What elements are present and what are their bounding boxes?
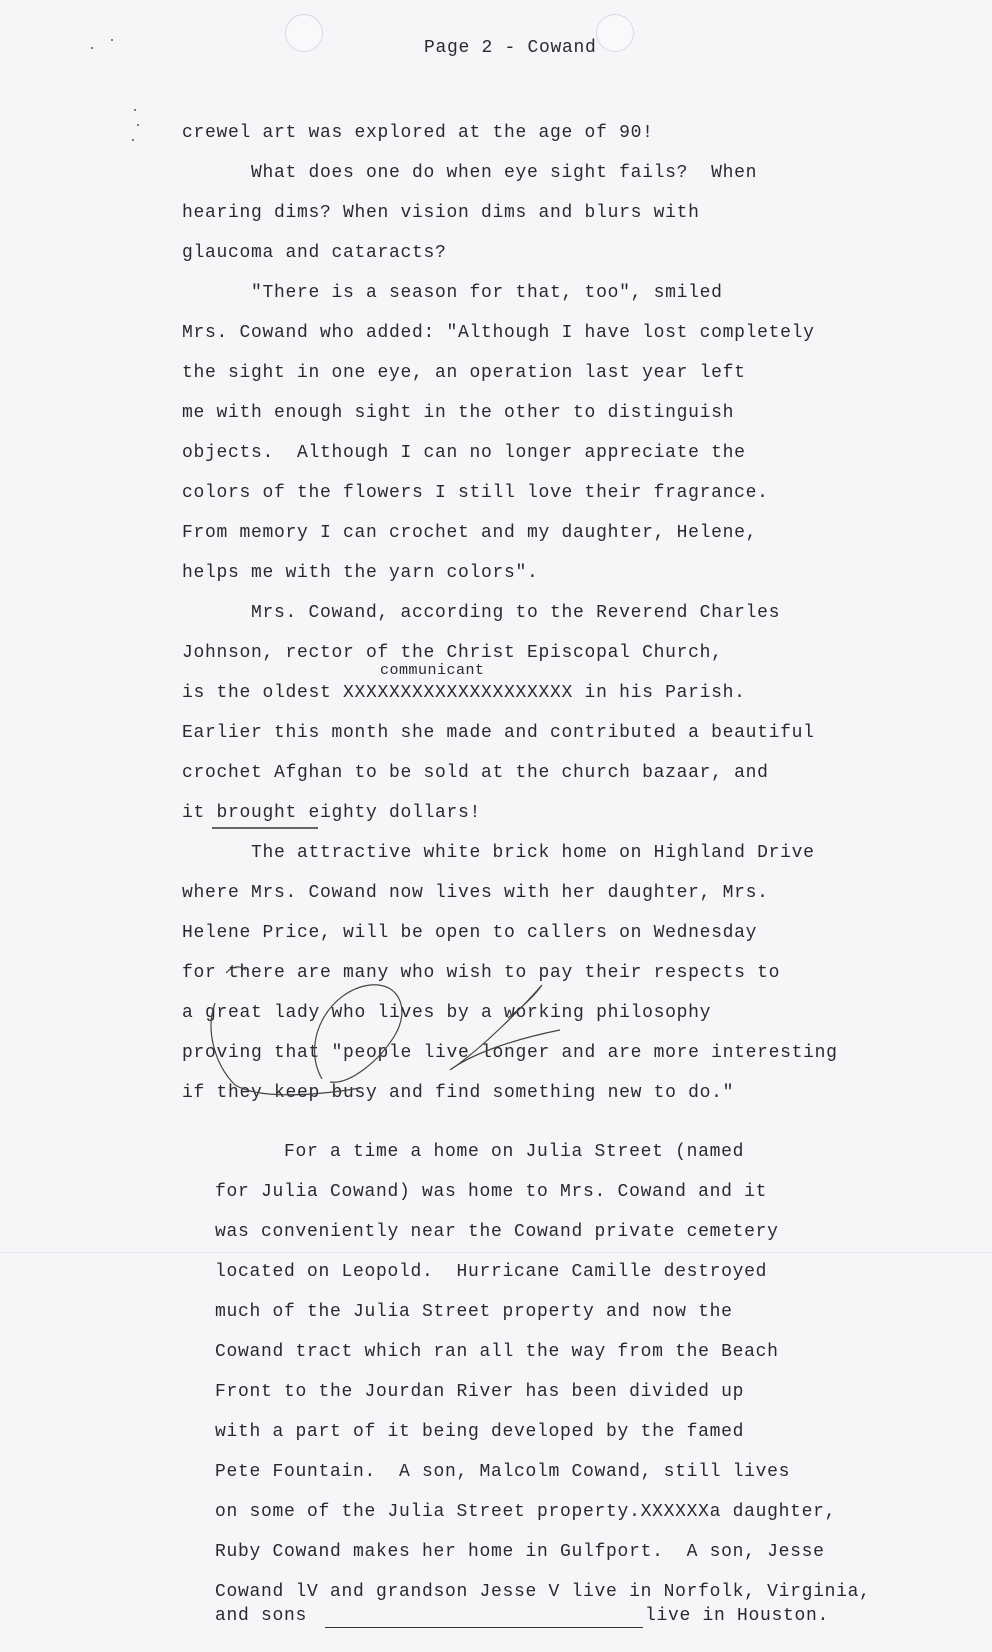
- text-line: a great lady who lives by a working philosophy: [182, 1003, 712, 1023]
- text-line: hearing dims? When vision dims and blurs with: [182, 203, 700, 223]
- text-line: The attractive white brick home on Highland Drive: [182, 843, 815, 863]
- handwritten-insertion: communicant: [380, 662, 485, 679]
- text-line: Mrs. Cowand, according to the Reverend Charles: [182, 603, 781, 623]
- pen-stroke: [450, 985, 560, 1070]
- text-line: What does one do when eye sight fails? When: [182, 163, 758, 183]
- last-line-suffix: live in Houston.: [645, 1606, 830, 1626]
- last-line-prefix: and sons: [215, 1606, 308, 1626]
- text-line: if they keep busy and find something new to do.": [182, 1083, 735, 1103]
- text-line: the sight in one eye, an operation last year left: [182, 363, 746, 383]
- text-line: From memory I can crochet and my daughter, Helene,: [182, 523, 758, 543]
- text-line: proving that "people live longer and are more interesting: [182, 1043, 838, 1063]
- text-line: with a part of it being developed by the famed: [215, 1422, 745, 1442]
- text-line: Front to the Jourdan River has been divided up: [215, 1382, 745, 1402]
- text-line: was conveniently near the Cowand private cemetery: [215, 1222, 779, 1242]
- text-line: "There is a season for that, too", smiled: [182, 283, 723, 303]
- text-line: helps me with the yarn colors".: [182, 563, 539, 583]
- pen-loop: [315, 985, 402, 1082]
- text-line: For a time a home on Julia Street (named: [215, 1142, 745, 1162]
- text-line: it brought eighty dollars!: [182, 803, 482, 823]
- text-line: for Julia Cowand) was home to Mrs. Cowand and it: [215, 1182, 768, 1202]
- text-line: me with enough sight in the other to distinguish: [182, 403, 735, 423]
- text-line: Cowand tract which ran all the way from the Beach: [215, 1342, 779, 1362]
- text-line: is the oldest XXXXXXXXXXXXXXXXXXXX in his Parish.: [182, 683, 746, 703]
- text-line: Earlier this month she made and contributed a beautiful: [182, 723, 815, 743]
- text-line: Helene Price, will be open to callers on Wednesday: [182, 923, 758, 943]
- pen-arc: [211, 1003, 360, 1095]
- text-line: Pete Fountain. A son, Malcolm Cowand, still lives: [215, 1462, 791, 1482]
- page-header: Page 2 - Cowand: [424, 38, 597, 58]
- text-line: crewel art was explored at the age of 90!: [182, 123, 654, 143]
- text-line: colors of the flowers I still love their fragrance.: [182, 483, 769, 503]
- text-line: much of the Julia Street property and now the: [215, 1302, 733, 1322]
- text-line: on some of the Julia Street property.XXXXXXa daughter,: [215, 1502, 837, 1522]
- text-line: Johnson, rector of the Christ Episcopal Church,: [182, 643, 723, 663]
- text-line: Cowand lV and grandson Jesse V live in Norfolk, Virginia,: [215, 1582, 871, 1602]
- text-line: glaucoma and cataracts?: [182, 243, 447, 263]
- text-line: where Mrs. Cowand now lives with her daughter, Mrs.: [182, 883, 769, 903]
- text-line: for there are many who wish to pay their respects to: [182, 963, 781, 983]
- text-line: crochet Afghan to be sold at the church bazaar, and: [182, 763, 769, 783]
- text-line: Ruby Cowand makes her home in Gulfport. A son, Jesse: [215, 1542, 825, 1562]
- pen-caret: [226, 967, 246, 973]
- text-line: objects. Although I can no longer appreciate the: [182, 443, 746, 463]
- text-line: located on Leopold. Hurricane Camille destroyed: [215, 1262, 768, 1282]
- text-line: Mrs. Cowand who added: "Although I have lost completely: [182, 323, 815, 343]
